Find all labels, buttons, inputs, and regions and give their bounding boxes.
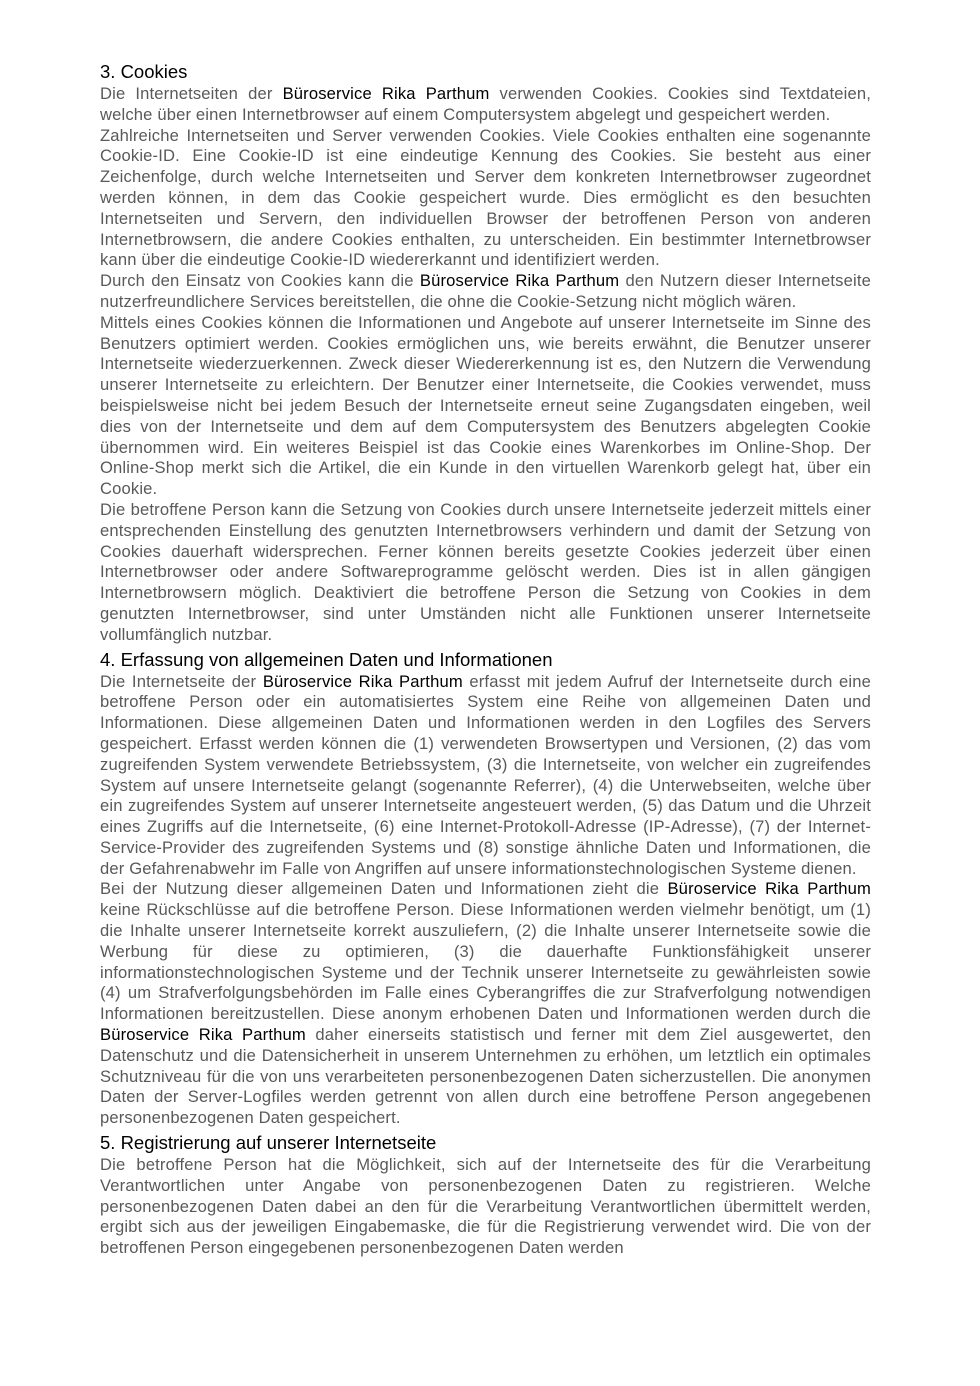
company-name: Büroservice Rika Parthum [100, 1025, 306, 1045]
paragraph: Bei der Nutzung dieser allgemeinen Daten und Informationen zieht die Büroservice Rika Parthum keine Rückschlüsse auf die betroffene Person. Diese Informationen werden vielmehr benötigt, um (1) die Inhalte unserer Internetseite korrekt auszuliefern, (2) die Inhalte unserer Internetseite sowie die Werbung für diese zu optimieren, (3) die dauerhafte Funktionsfähigkeit unserer informationstechnologischen Systeme und der Technik unserer Internetseite zu gewährleisten sowie (4) um Strafverfolgungsbehörden im Falle eines Cyberangriffes die zur Strafverfolgung notwendigen Informationen bereitzustellen. Diese anonym erhobenen Daten und Informationen werden durch die Büroservice Rika Parthum daher einerseits statistisch und ferner mit dem Ziel ausgewertet, den Datenschutz und die Datensicherheit in unserem Unternehmen zu erhöhen, um letztlich ein optimales Schutzniveau für die von uns verarbeiteten personenbezogenen Daten sicherzustellen. Die anonymen Daten der Server-Logfiles werden getrennt von allen durch eine betroffene Person angegebenen personenbezogenen Daten gespeichert. [100, 879, 871, 1128]
company-name: Büroservice Rika Parthum [282, 84, 490, 103]
company-name: Büroservice Rika Parthum [262, 671, 463, 691]
company-name: Büroservice Rika Parthum [667, 879, 871, 899]
paragraph: Die betroffene Person hat die Möglichkeit, sich auf der Internetseite des für die Verarbeitung Verantwortlichen unter Angabe von personenbezogenen Daten zu registrieren. Welche personenbezogenen Daten dabei an den für die Verarbeitung Verantwortlichen übermittelt werden, ergibt sich aus der jeweiligen Eingabemaske, die für die Registrierung verwendet wird. Die von der betroffenen Person eingegebenen personenbezogenen Daten werden [100, 1155, 871, 1258]
section-heading-cookies: 3. Cookies [100, 61, 188, 82]
paragraph: Durch den Einsatz von Cookies kann die Büroservice Rika Parthum den Nutzern dieser Internetseite nutzerfreundlichere Services bereitstellen, die ohne die Cookie-Setzung nicht möglich wären. [100, 271, 871, 311]
section-heading-registration: 5. Registrierung auf unserer Internetseite [100, 1132, 437, 1154]
paragraph: Die Internetseiten der Büroservice Rika Parthum verwenden Cookies. Cookies sind Textdateien, welche über einen Internetbrowser auf einem Computersystem abgelegt und gespeichert werden. [100, 84, 871, 124]
section-heading-data-collection: 4. Erfassung von allgemeinen Daten und Informationen [100, 648, 553, 670]
company-name: Büroservice Rika Parthum [419, 271, 620, 291]
document-page [100, 60, 871, 1259]
paragraph: Die betroffene Person kann die Setzung von Cookies durch unsere Internetseite jederzeit mittels einer entsprechenden Einstellung des genutzten Internetbrowsers verhindern und damit der Setzung von Cookies dauerhaft widersprechen. Ferner können bereits gesetzte Cookies jederzeit über einen Internetbrowser oder andere Softwareprogramme gelöscht werden. Dies ist in allen gängigen Internetbrowsern möglich. Deaktiviert die betroffene Person die Setzung von Cookies in dem genutzten Internetbrowser, sind unter Umständen nicht alle Funktionen unserer Internetseite vollumfänglich nutzbar. [100, 499, 871, 644]
paragraph: Zahlreiche Internetseiten und Server verwenden Cookies. Viele Cookies enthalten eine sogenannte Cookie-ID. Eine Cookie-ID ist eine eindeutige Kennung des Cookies. Sie besteht aus einer Zeichenfolge, durch welche Internetseiten und Server dem konkreten Internetbrowser zugeordnet werden können, in dem das Cookie gespeichert wurde. Dies ermöglicht es den besuchten Internetseiten und Servern, den individuellen Browser der betroffenen Person von anderen Internetbrowsern, die andere Cookies enthalten, zu unterscheiden. Ein bestimmter Internetbrowser kann über die eindeutige Cookie-ID wiedererkannt und identifiziert werden. [100, 125, 871, 270]
paragraph: Mittels eines Cookies können die Informationen und Angebote auf unserer Internetseite im Sinne des Benutzers optimiert werden. Cookies ermöglichen uns, wie bereits erwähnt, die Benutzer unserer Internetseite wiederzuerkennen. Zweck dieser Wiedererkennung ist es, den Nutzern die Verwendung unserer Internetseite zu erleichtern. Der Benutzer einer Internetseite, die Cookies verwendet, muss beispielsweise nicht bei jedem Besuch der Internetseite erneut seine Zugangsdaten eingeben, weil dies von der Internetseite und dem auf dem Computersystem des Benutzers abgelegten Cookie übernommen wird. Ein weiteres Beispiel ist das Cookie eines Warenkorbes im Online-Shop. Der Online-Shop merkt sich die Artikel, die ein Kunde in den virtuellen Warenkorb gelegt hat, über ein Cookie. [100, 312, 871, 499]
paragraph: Die Internetseite der Büroservice Rika Parthum erfasst mit jedem Aufruf der Internetseite durch eine betroffene Person oder ein automatisiertes System eine Reihe von allgemeinen Daten und Informationen. Diese allgemeinen Daten und Informationen werden in den Logfiles des Servers gespeichert. Erfasst werden können die (1) verwendeten Browsertypen und Versionen, (2) das vom zugreifenden System verwendete Betriebssystem, (3) die Internetseite, von welcher ein zugreifendes System auf unsere Internetseite gelangt (sogenannte Referrer), (4) die Unterwebseiten, welche über ein zugreifendes System auf unserer Internetseite angesteuert werden, (5) das Datum und die Uhrzeit eines Zugriffs auf die Internetseite, (6) eine Internet-Protokoll-Adresse (IP-Adresse), (7) der Internet-Service-Provider des zugreifenden Systems und (8) sonstige ähnliche Daten und Informationen, die der Gefahrenabwehr im Falle von Angriffen auf unsere informationstechnologischen Systeme dienen. [100, 671, 872, 878]
